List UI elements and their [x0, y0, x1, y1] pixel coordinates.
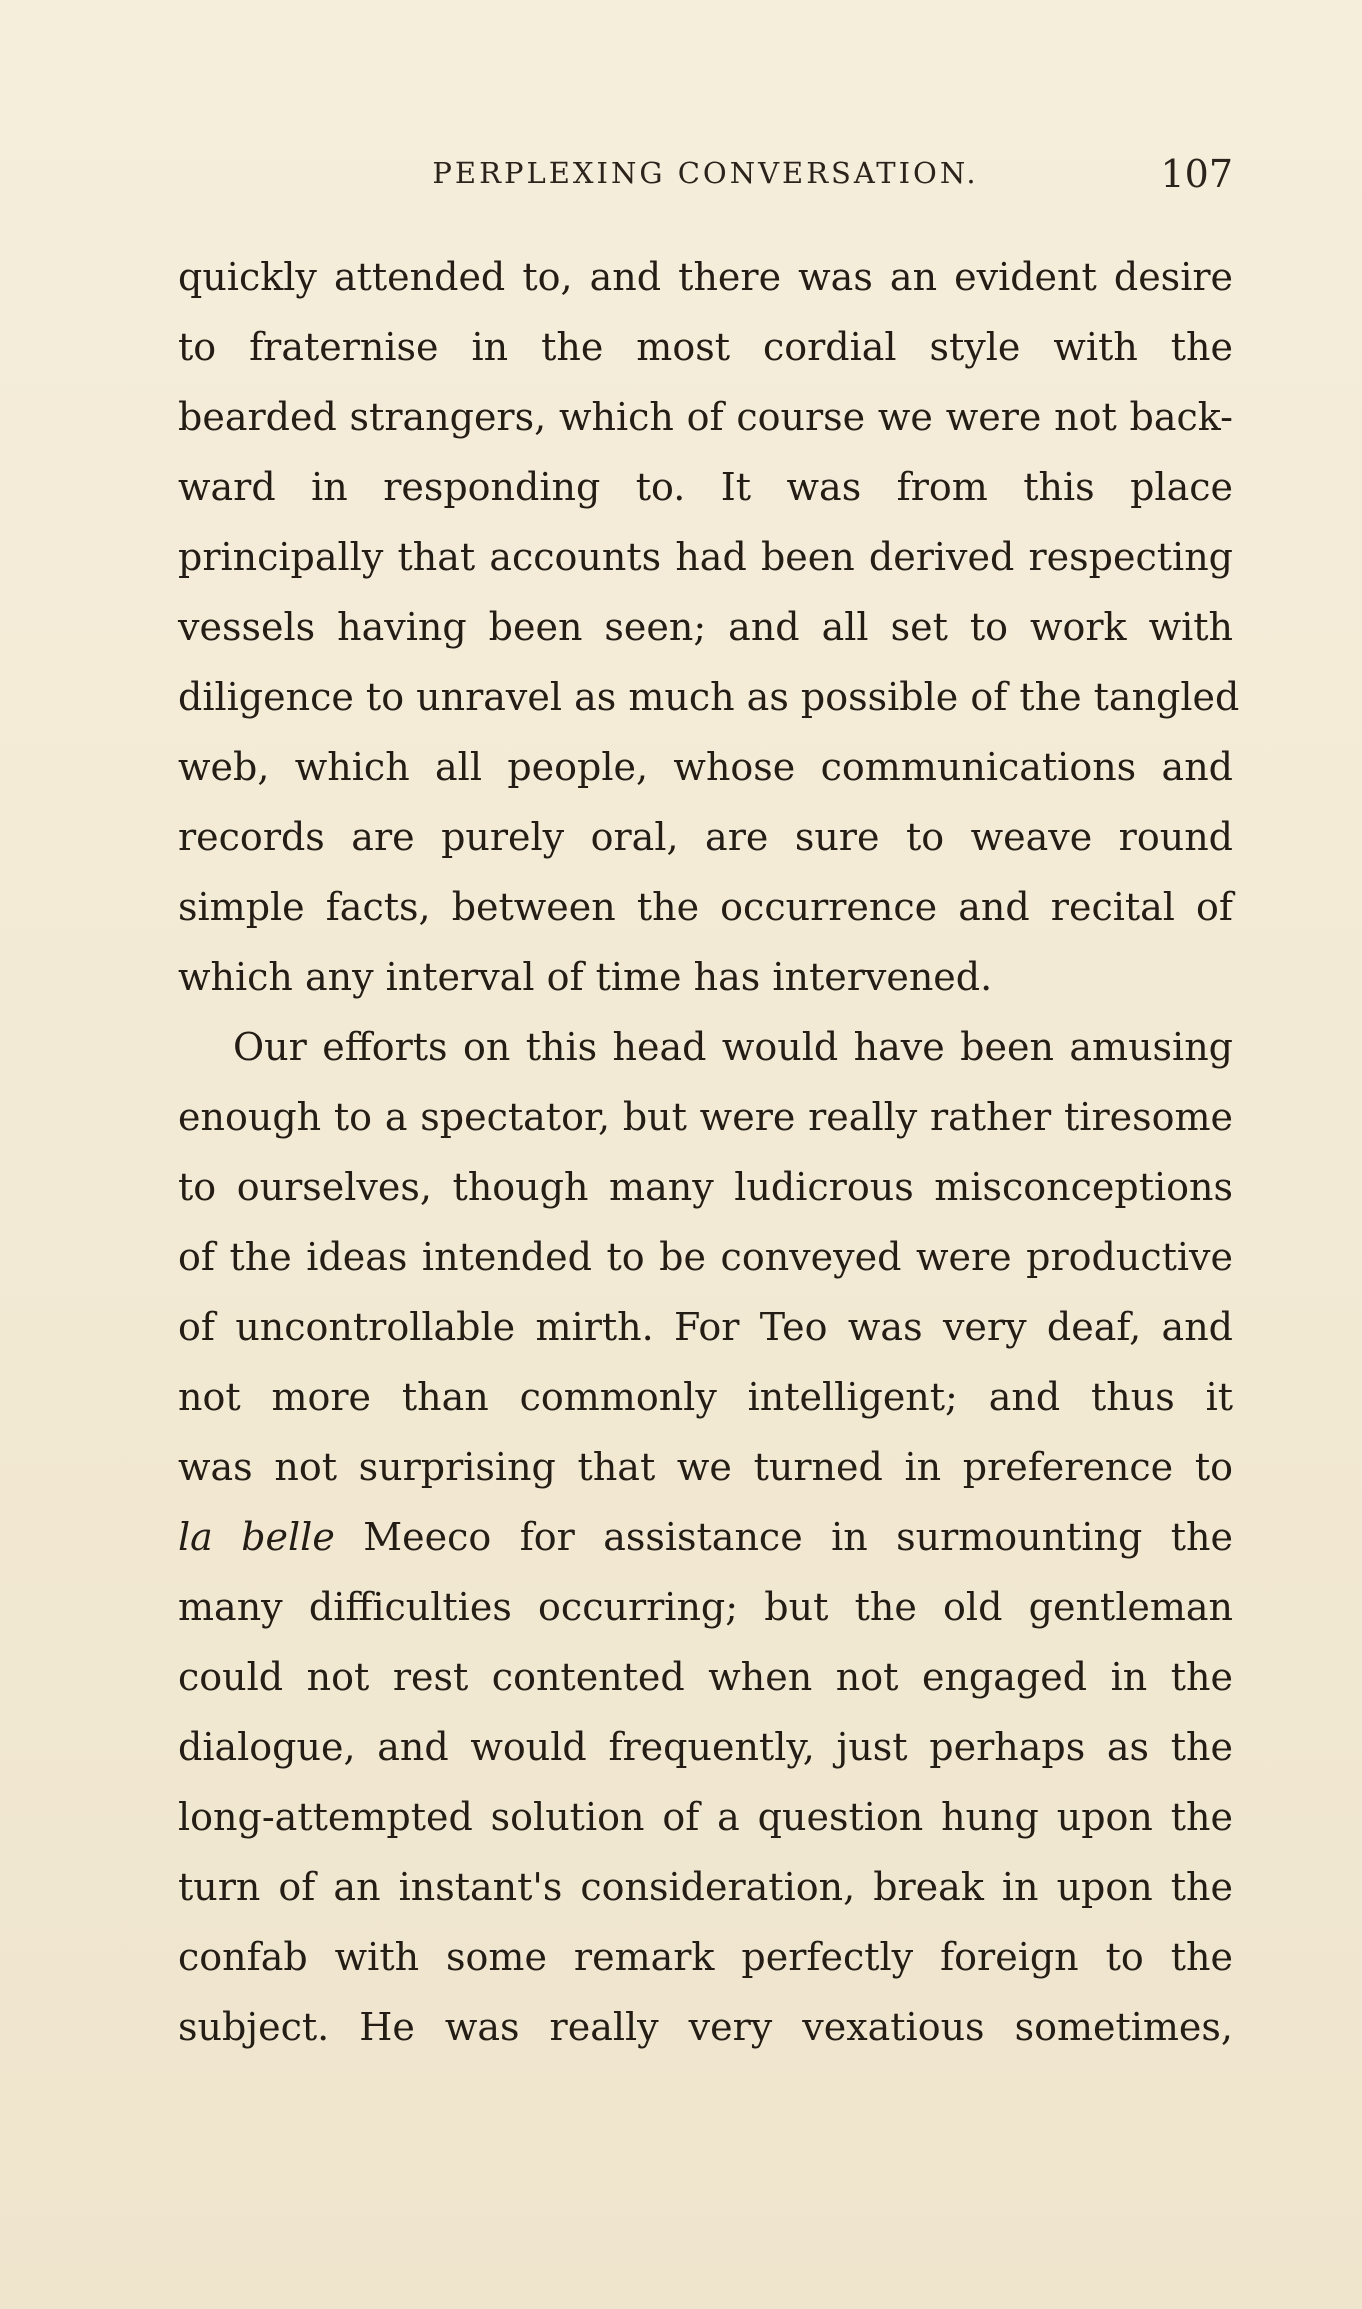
text-line: dialogue, and would frequently, just perhaps as the: [178, 1725, 1233, 1769]
text-line: subject. He was really very vexatious sometimes,: [178, 2005, 1233, 2049]
body-text: [178, 242, 1240, 2062]
text-line: long-attempted solution of a question hung upon the: [178, 1795, 1233, 1839]
text-line: bearded strangers, which of course we were not back-: [178, 395, 1233, 439]
text-line: records are purely oral, are sure to weave round: [178, 815, 1233, 859]
text-line: vessels having been seen; and all set to work with: [178, 605, 1233, 649]
text-line: turn of an instant's consideration, break in upon the: [178, 1865, 1233, 1909]
text-line: confab with some remark perfectly foreign to the: [178, 1935, 1233, 1979]
paragraph-end-line: which any interval of time has intervened.: [178, 955, 993, 999]
text-line: many difficulties occurring; but the old gentleman: [178, 1585, 1233, 1629]
text-line: simple facts, between the occurrence and recital of: [178, 885, 1233, 929]
text-line: to ourselves, though many ludicrous misconceptions: [178, 1165, 1233, 1209]
text-line: could not rest contented when not engaged in the: [178, 1655, 1233, 1699]
text-line: to fraternise in the most cordial style with the: [178, 325, 1233, 369]
paragraph-start-line: Our efforts on this head would have been amusing: [233, 1025, 1233, 1069]
text-line: of uncontrollable mirth. For Teo was very deaf, and: [178, 1305, 1233, 1349]
italic-phrase: la belle: [178, 1515, 335, 1559]
running-head: PERPLEXING CONVERSATION.: [432, 156, 979, 190]
text-line: diligence to unravel as much as possible of the tangled: [178, 675, 1240, 719]
text-line: web, which all people, whose communications and: [178, 745, 1233, 789]
page-header: [178, 152, 1233, 196]
text-line-with-italic: [178, 1502, 1233, 1572]
text-line: ward in responding to. It was from this place: [178, 465, 1233, 509]
text-line: was not surprising that we turned in preference to: [178, 1445, 1233, 1489]
text-line: principally that accounts had been derived respecting: [178, 535, 1233, 579]
text-line: enough to a spectator, but were really rather tiresome: [178, 1095, 1233, 1139]
line-remainder: Meeco for assistance in surmounting the: [334, 1515, 1233, 1559]
text-line: not more than commonly intelligent; and thus it: [178, 1375, 1233, 1419]
text-line: of the ideas intended to be conveyed were productive: [178, 1235, 1233, 1279]
page-number: 107: [1160, 152, 1233, 196]
text-line: quickly attended to, and there was an evident desire: [178, 255, 1233, 299]
